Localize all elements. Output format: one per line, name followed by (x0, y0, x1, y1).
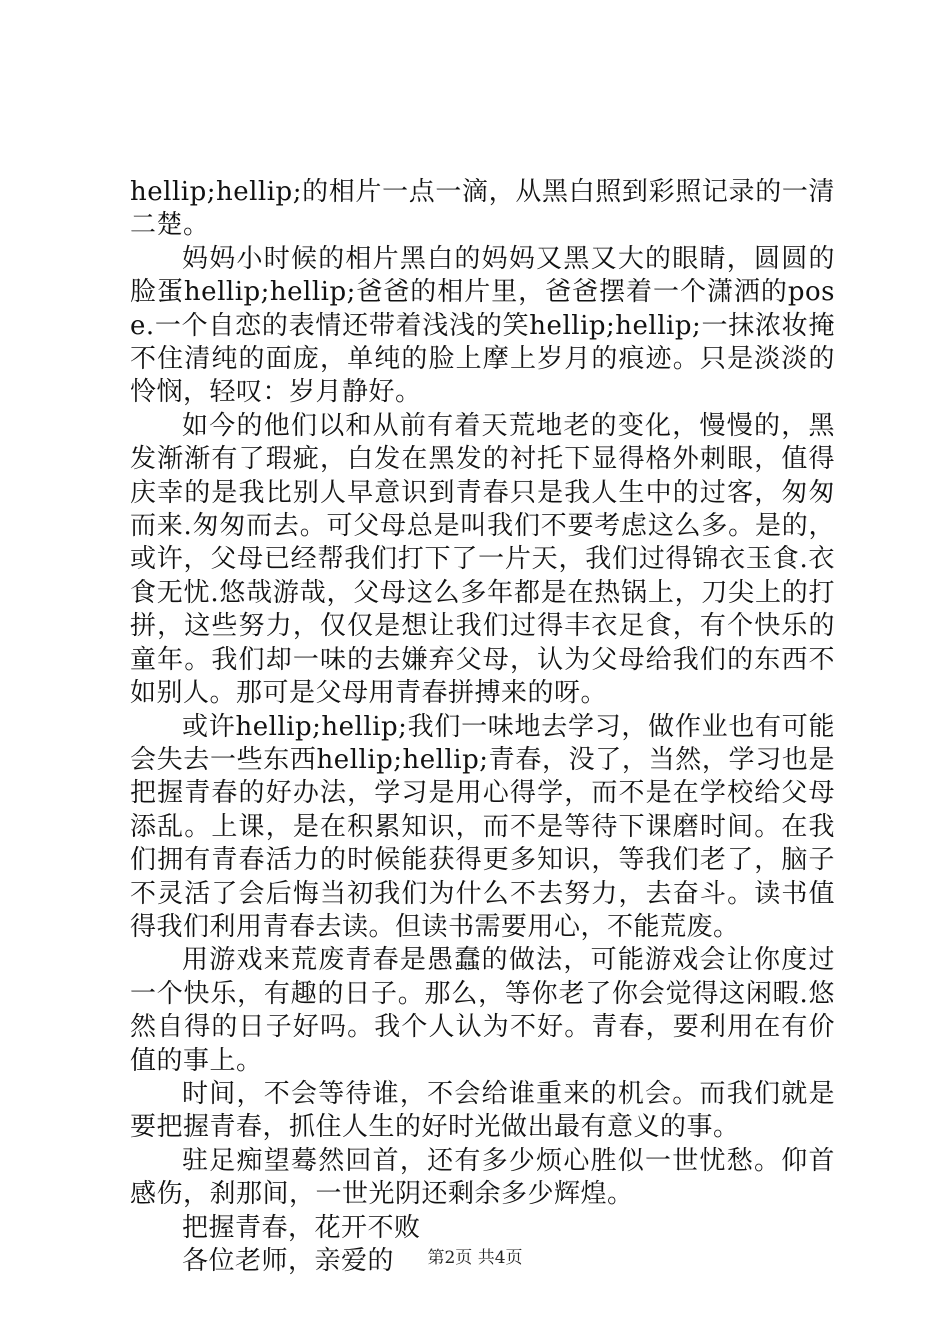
paragraph-9: 各位老师，亲爱的 (182, 1246, 395, 1276)
paragraph-2: 妈妈小时候的相片黑白的妈妈又黑又大的眼睛，圆圆的脸蛋hellip;hellip;爸爸的相片里，爸爸摆着一个潇洒的pose.一个自恋的表情还带着浅浅的笑hellip;hellip;一抹浓妆掩不住清纯的面庞，单纯的脸上摩上岁月的痕迹。只是淡淡的怜悯，轻叹：岁月静好。 (130, 243, 835, 408)
document-body (130, 176, 835, 1278)
paragraph-7: 驻足痴望蓦然回首，还有多少烦心胜似一世忧愁。仰首感伤，刹那间，一世光阴还剩余多少辉煌。 (130, 1145, 835, 1210)
paragraph-4: 或许hellip;hellip;我们一味地去学习，做作业也有可能会失去一些东西hellip;hellip;青春，没了，当然，学习也是把握青春的好办法，学习是用心得学，而不是在学校给父母添乱。上课，是在积累知识，而不是等待下课磨时间。在我们拥有青春活力的时候能获得更多知识，等我们老了，脑子不灵活了会后悔当初我们为什么不去努力，去奋斗。读书值得我们利用青春去读。但读书需要用心，不能荒废。 (130, 711, 835, 942)
paragraph-3: 如今的他们以和从前有着天荒地老的变化，慢慢的，黑发渐渐有了瑕疵，白发在黑发的衬托下显得格外刺眼，值得庆幸的是我比别人早意识到青春只是我人生中的过客，匆匆而来.匆匆而去。可父母总是叫我们不要考虑这么多。是的，或许，父母已经帮我们打下了一片天，我们过得锦衣玉食.衣食无忧.悠哉游哉，父母这么多年都是在热锅上，刀尖上的打拼，这些努力，仅仅是想让我们过得丰衣足食，有个快乐的童年。我们却一味的去嫌弃父母，认为父母给我们的东西不如别人。那可是父母用青春拼搏来的呀。 (130, 410, 835, 709)
paragraph-5: 用游戏来荒废青春是愚蠢的做法，可能游戏会让你度过一个快乐，有趣的日子。那么，等你老了你会觉得这闲暇.悠然自得的日子好吗。我个人认为不好。青春，要利用在有价值的事上。 (130, 945, 835, 1076)
paragraph-6: 时间，不会等待谁，不会给谁重来的机会。而我们就是要把握青春，抓住人生的好时光做出最有意义的事。 (130, 1078, 835, 1143)
paragraph-1: hellip;hellip;的相片一点一滴，从黑白照到彩照记录的一清二楚。 (130, 177, 835, 241)
page-footer: 第2页 共4页 (427, 1248, 523, 1268)
paragraph-8: 把握青春，花开不败 (182, 1212, 421, 1243)
